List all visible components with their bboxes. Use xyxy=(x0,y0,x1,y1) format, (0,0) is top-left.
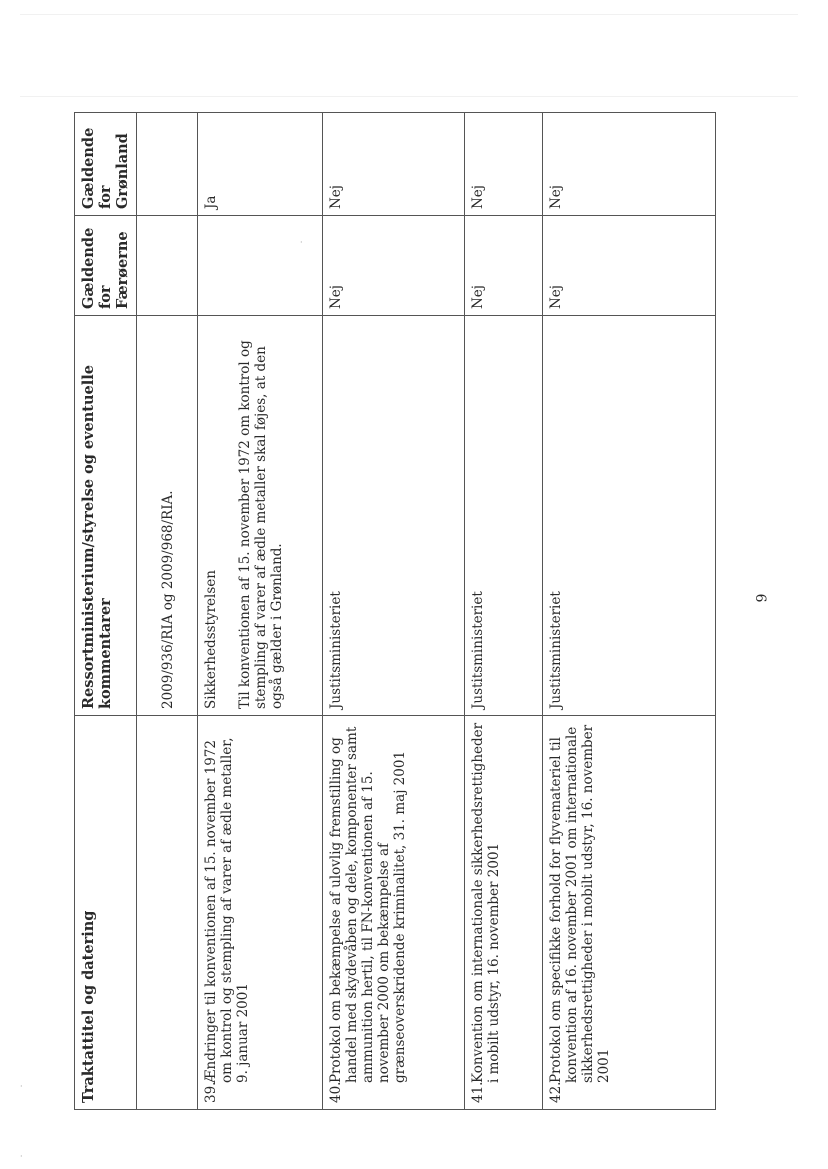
table-row xyxy=(465,113,543,1110)
ministry-name: Justitsministeriet xyxy=(328,591,344,709)
table-row xyxy=(543,113,716,1110)
treaty-title-cell xyxy=(323,716,465,1110)
ministry-cell xyxy=(465,316,543,716)
ministry-cell xyxy=(137,316,198,716)
treaty-title-cell xyxy=(465,716,543,1110)
table-row xyxy=(323,113,465,1110)
row-number: 42. xyxy=(548,1081,564,1103)
ministry-cell xyxy=(543,316,716,716)
treaty-title-cell xyxy=(198,716,323,1110)
treaty-title: Protokol om bekæmpelse af ulovlig fremstilling og handel med skydevåben og dele, komponenter samt ammunition hertil, til FN-konventionen af 15. november 2000 om bekæmpelse af grænseoverskridende kriminalitet, 31. maj 2001 xyxy=(328,726,408,1083)
ministry-name: Sikkerhedsstyrelsen xyxy=(203,570,219,709)
faroe-cell: Nej xyxy=(543,216,716,316)
ministry-cell xyxy=(323,316,465,716)
ministry-cell xyxy=(198,316,323,716)
faroe-cell xyxy=(137,216,198,316)
treaty-title-cell xyxy=(137,716,198,1110)
scan-mark: · xyxy=(20,1082,23,1091)
rotated-table-container xyxy=(74,113,688,1110)
treaty-title-cell xyxy=(543,716,716,1110)
header-treaty-title: Traktattitel og datering xyxy=(75,716,137,1110)
ministry-note: Til konventionen af 15. november 1972 om kontrol og stempling af varer af ædle metaller skal føjes, at den også gælder i Grønland. xyxy=(237,340,285,709)
scan-artifact-line xyxy=(20,14,798,15)
ministry-name: Justitsministeriet xyxy=(470,591,486,709)
treaty-title: Ændringer til konventionen af 15. november 1972 om kontrol og stempling af varer af ædle metaller, 9. januar 2001 xyxy=(203,737,251,1083)
header-ministry: Ressortministerium/styrelse og eventuelle kommentarer xyxy=(75,316,137,716)
greenland-cell xyxy=(137,113,198,216)
header-faroe: Gældende for Færøerne xyxy=(75,216,137,316)
greenland-cell: Nej xyxy=(465,113,543,216)
scan-mark: · xyxy=(20,1152,23,1161)
ministry-name: Justitsministeriet xyxy=(548,591,564,709)
treaty-table xyxy=(74,112,716,1110)
faroe-cell: Nej xyxy=(323,216,465,316)
table-row xyxy=(198,113,323,1110)
faroe-cell xyxy=(198,216,323,316)
scan-mark: · xyxy=(300,238,303,247)
header-greenland: Gældende for Grønland xyxy=(75,113,137,216)
table-header-row xyxy=(75,113,137,1110)
scan-artifact-line xyxy=(20,96,798,97)
greenland-cell: Ja xyxy=(198,113,323,216)
greenland-cell: Nej xyxy=(543,113,716,216)
treaty-title: Konvention om internationale sikkerhedsrettigheder i mobilt udstyr, 16. november 2001 xyxy=(470,722,502,1083)
treaty-title: Protokol om specifikke forhold for flyvemateriel til konvention af 16. november 2001 om internationale sikkerhedsrettigheder i mobilt udstyr, 16. november 2001 xyxy=(548,724,612,1083)
faroe-cell: Nej xyxy=(465,216,543,316)
table-row xyxy=(137,113,198,1110)
row-number: 39. xyxy=(203,1081,219,1103)
row-number: 41. xyxy=(470,1081,486,1103)
greenland-cell: Nej xyxy=(323,113,465,216)
page-number: 9 xyxy=(754,593,771,603)
row-number: 40. xyxy=(328,1081,344,1103)
cell-spacer xyxy=(142,322,160,709)
cell-spacer xyxy=(219,322,237,709)
ministry-name: 2009/936/RIA og 2009/968/RIA. xyxy=(160,490,176,709)
